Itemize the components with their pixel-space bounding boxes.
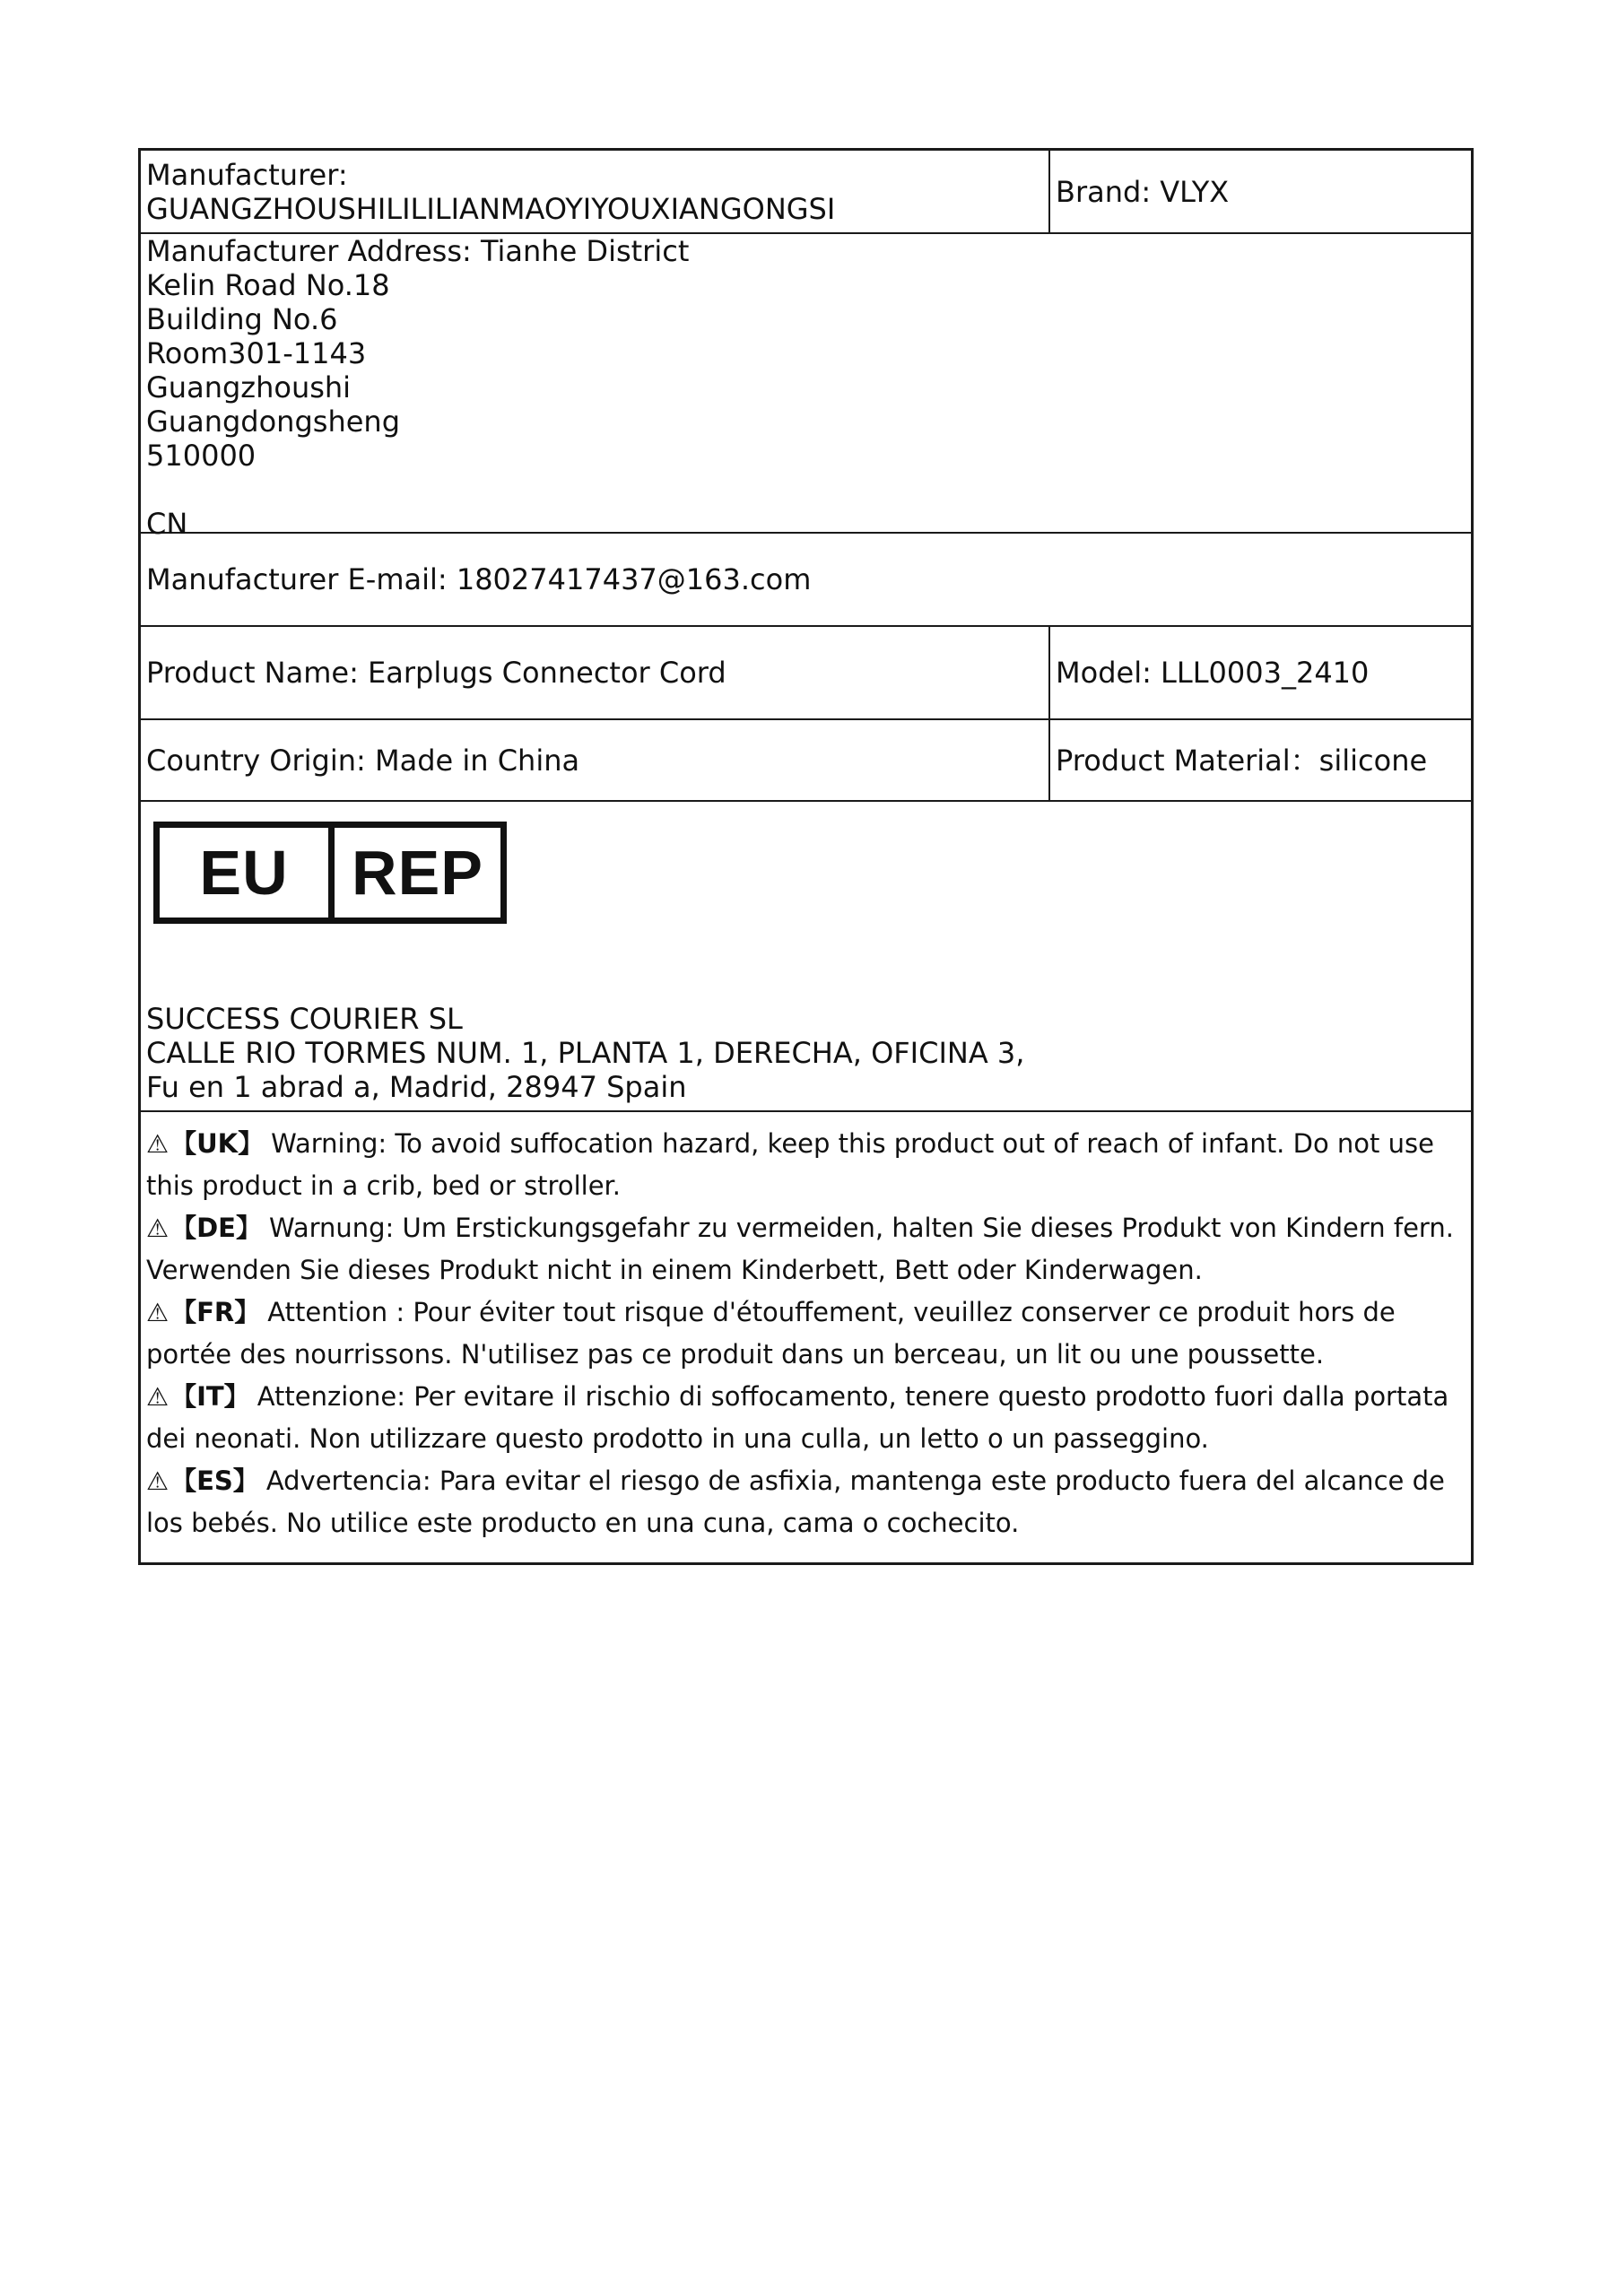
manufacturer-address	[146, 225, 1466, 541]
manufacturer-name: Manufacturer: GUANGZHOUSHILILILIANMAOYIYOUXIANGONGSI	[141, 151, 1050, 232]
eu-rep-row	[141, 802, 1471, 1112]
eu-rep-line: CALLE RIO TORMES NUM. 1, PLANTA 1, DERECHA, OFICINA 3,	[146, 1036, 1025, 1070]
warning-de	[146, 1207, 1466, 1292]
address-line: Manufacturer Address: Tianhe District	[146, 234, 690, 268]
address-line: Building No.6	[146, 302, 338, 336]
warning-triangle-icon: ⚠	[146, 1382, 170, 1412]
address-line: Room301-1143	[146, 336, 367, 370]
warnings-block	[141, 1112, 1471, 1562]
eu-rep-address	[146, 1002, 1024, 1104]
warning-lang-code: 【FR】	[170, 1297, 261, 1327]
warning-text: Attenzione: Per evitare il rischio di soffocamento, tenere questo prodotto fuori dalla portata dei neonati. Non utilizzare questo prodotto in una culla, un letto o un passeggino.	[146, 1381, 1449, 1454]
warning-it	[146, 1376, 1466, 1460]
address-line: Guangdongsheng	[146, 404, 400, 439]
address-cell	[141, 234, 1471, 541]
warning-text: Attention : Pour éviter tout risque d'étouffement, veuillez conserver ce produit hors de portée des nourrissons. N'utilisez pas ce produit dans un berceau, un lit ou une poussette.	[146, 1297, 1396, 1370]
warning-es	[146, 1460, 1466, 1544]
warning-lang-code: 【UK】	[170, 1128, 265, 1159]
warning-triangle-icon: ⚠	[146, 1129, 170, 1159]
manufacturer-email: Manufacturer E-mail: 18027417437@163.com	[146, 562, 812, 596]
address-country: CN	[146, 507, 188, 541]
address-line: Kelin Road No.18	[146, 268, 390, 302]
manufacturer-row	[141, 151, 1471, 234]
address-row	[141, 234, 1471, 541]
eu-rep-line: SUCCESS COURIER SL	[146, 1002, 463, 1036]
address-line: 510000	[146, 439, 257, 473]
eu-rep-line: Fu en 1 abrad a, Madrid, 28947 Spain	[146, 1070, 687, 1104]
eu-rep-logo-rep: REP	[352, 838, 483, 908]
eu-rep-block	[141, 802, 1471, 1110]
warnings-row	[141, 1112, 1471, 1562]
warning-triangle-icon: ⚠	[146, 1298, 170, 1327]
warning-lang-code: 【ES】	[170, 1465, 259, 1496]
warning-fr	[146, 1292, 1466, 1376]
warning-lang-code: 【IT】	[170, 1381, 250, 1412]
warning-lang-code: 【DE】	[170, 1213, 262, 1243]
eu-rep-logo	[153, 822, 507, 924]
warning-uk	[146, 1123, 1466, 1207]
product-row	[141, 627, 1471, 720]
brand-name: Brand: VLYX	[1056, 174, 1230, 209]
address-line: Guangzhoushi	[146, 370, 352, 404]
email-row	[141, 534, 1471, 627]
warning-text: Warnung: Um Erstickungsgefahr zu vermeiden, halten Sie dieses Produkt von Kindern fern. Verwenden Sie dieses Produkt nicht in einem Kinderbett, Bett oder Kinderwagen.	[146, 1213, 1454, 1285]
eu-rep-logo-eu: EU	[160, 828, 335, 918]
origin-row	[141, 720, 1471, 802]
warning-text: Advertencia: Para evitar el riesgo de asfixia, mantenga este producto fuera del alcance de los bebés. No utilice este producto en una cuna, cama o cochecito.	[146, 1465, 1445, 1538]
warning-triangle-icon: ⚠	[146, 1213, 170, 1243]
product-name: Product Name: Earplugs Connector Cord	[141, 627, 1050, 718]
warning-text: Warning: To avoid suffocation hazard, keep this product out of reach of infant. Do not use this product in a crib, bed or stroller.	[146, 1128, 1434, 1201]
product-model: Model: LLL0003_2410	[1056, 656, 1370, 690]
product-label-table	[138, 148, 1474, 1565]
country-origin: Country Origin: Made in China	[141, 720, 1050, 800]
product-material: Product Material：silicone	[1056, 743, 1428, 778]
warning-triangle-icon: ⚠	[146, 1466, 170, 1496]
